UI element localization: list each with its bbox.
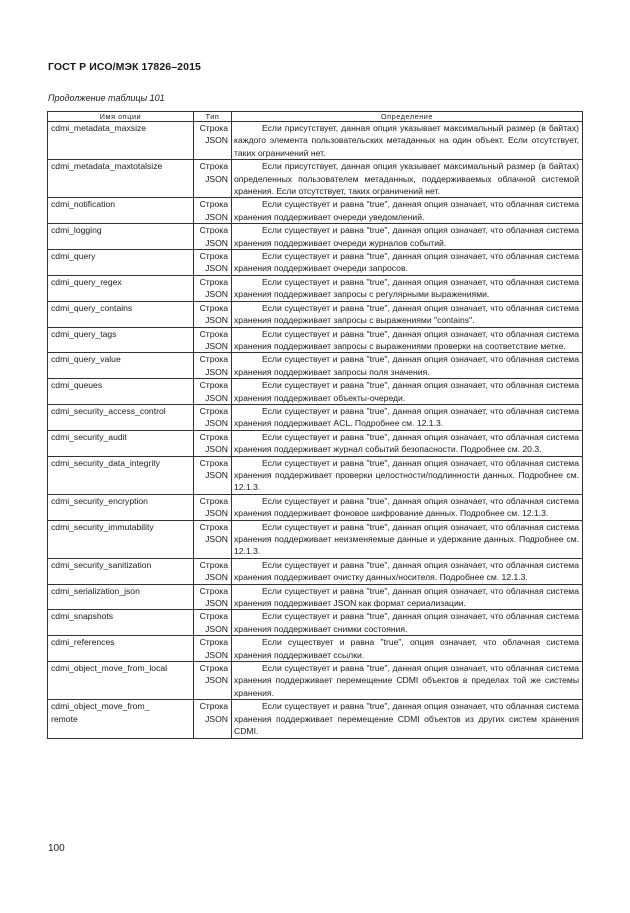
definition-cell: Если существует и равна "true", данная опция означает, что облачная система хранения поддерживает запросы с выражениями "contains". [232,301,583,327]
option-name-cell: cdmi_object_move_from_local [48,662,194,700]
type-value: JSON [205,469,228,480]
type-value: Строка [199,457,228,468]
type-cell [194,379,232,405]
type-value: Строка [199,637,228,648]
option-name-cell: cdmi_snapshots [48,610,194,636]
type-cell [194,353,232,379]
type-cell [194,198,232,224]
type-value: Строка [199,302,228,313]
definition-cell: Если существует и равна "true", данная опция означает, что облачная система хранения поддерживает ACL. Подробнее см. 12.1.3. [232,404,583,430]
definition-cell: Если существует и равна "true", данная опция означает, что облачная система хранения поддерживает перемещение CDMI объектов из других систем хранения CDMI. [232,700,583,738]
type-value: Строка [199,380,228,391]
type-value: JSON [205,534,228,544]
type-cell [194,224,232,250]
type-value: JSON [205,237,228,248]
type-cell [194,122,232,160]
definition-cell: Если существует и равна "true", данная опция означает, что облачная система хранения поддерживает очереди журналов событий. [232,224,583,250]
type-value: JSON [205,713,228,724]
type-cell [194,520,232,558]
standard-header: ГОСТ Р ИСО/МЭК 17826–2015 [48,61,201,73]
option-name-cell: cdmi_security_sanitization [48,558,194,584]
table-row [48,250,583,276]
type-value: Строка [199,585,228,596]
type-value: JSON [205,418,228,429]
definition-cell: Если существует и равна "true", данная опция означает, что облачная система хранения поддерживает очереди уведомлений. [232,198,583,224]
option-name-cell: cdmi_query_tags [48,327,194,353]
type-cell [194,275,232,301]
definition-cell: Если существует и равна "true", данная опция означает, что облачная система хранения поддерживает объекты-очереди. [232,379,583,405]
type-cell [194,636,232,662]
type-value: JSON [205,392,228,403]
option-name-cell: cdmi_notification [48,198,194,224]
type-value: Строка [199,123,228,133]
type-value: Строка [199,431,228,442]
table-row [48,353,583,379]
type-value: JSON [205,340,228,351]
type-value: JSON [205,135,228,146]
page-number: 100 [48,843,65,854]
table-row [48,636,583,662]
type-value: Строка [199,559,228,570]
option-name-cell: cdmi_query_value [48,353,194,379]
definition-cell: Если существует и равна "true", опция означает, что облачная система хранения поддерживает ссылки. [232,636,583,662]
table-row [48,662,583,700]
type-value: JSON [205,508,228,519]
option-name-cell: cdmi_security_audit [48,430,194,456]
column-header-option-name: Имя опции [48,112,194,122]
table-row [48,558,583,584]
option-name-cell: cdmi_queues [48,379,194,405]
definition-cell: Если существует и равна "true", данная опция означает, что облачная система хранения поддерживает журнал событий безопасности. Подробнее см. 20.3. [232,430,583,456]
type-value: Строка [199,495,228,506]
type-value: JSON [205,263,228,274]
type-value: JSON [205,675,228,686]
table-row [48,160,583,198]
table-header-row [48,112,583,122]
column-header-definition: Определение [232,112,583,122]
table-row [48,122,583,160]
table-row [48,224,583,250]
type-value: JSON [205,623,228,634]
option-name-cell: cdmi_security_access_control [48,404,194,430]
type-value: Строка [199,161,228,172]
table-row [48,404,583,430]
type-cell [194,160,232,198]
type-value: JSON [205,366,228,377]
type-value: Строка [199,611,228,622]
type-value: JSON [205,572,228,583]
type-cell [194,662,232,700]
type-cell [194,558,232,584]
type-cell [194,430,232,456]
type-cell [194,494,232,520]
option-name-cell: cdmi_object_move_from_ remote [48,700,194,738]
table-row [48,275,583,301]
definition-cell: Если существует и равна "true", данная опция означает, что облачная система хранения поддерживает проверки целостности/подлинности данных. Подробнее см. 12.1.3. [232,456,583,494]
option-name-cell: cdmi_metadata_maxsize [48,122,194,160]
type-value: JSON [205,598,228,609]
type-value: Строка [199,199,228,210]
type-cell [194,700,232,738]
type-cell [194,610,232,636]
type-value: Строка [199,405,228,416]
definition-cell: Если существует и равна "true", данная опция означает, что облачная система хранения поддерживает запросы с выражениями проверки на соответствие метке. [232,327,583,353]
definition-cell: Если существует и равна "true", данная опция означает, что облачная система хранения поддерживает запросы поля значения. [232,353,583,379]
type-cell [194,250,232,276]
table-row [48,379,583,405]
definition-cell: Если существует и равна "true", данная опция означает, что облачная система хранения поддерживает запросы с регулярными выражениями. [232,275,583,301]
type-value: JSON [205,444,228,455]
type-cell [194,456,232,494]
type-value: Строка [199,701,228,712]
definition-cell: Если существует и равна "true", данная опция означает, что облачная система хранения поддерживает очистку данных/носителя. Подробнее см. 12.1.3. [232,558,583,584]
table-row [48,430,583,456]
definition-cell: Если существует и равна "true", данная опция означает, что облачная система хранения поддерживает JSON как формат сериализации. [232,584,583,610]
option-name-cell: cdmi_security_encryption [48,494,194,520]
definition-cell: Если присутствует, данная опция указывает максимальный размер (в байтах) определенных пользователем метаданных, поддерживаемых облачной системой хранения. Если отсутствует, таких ограничений нет. [232,160,583,198]
table-caption: Продолжение таблицы 101 [48,93,165,103]
type-value: JSON [205,649,228,660]
table-row [48,520,583,558]
option-name-cell: cdmi_query_regex [48,275,194,301]
table-row [48,198,583,224]
column-header-type: Тип [194,112,232,122]
type-cell [194,327,232,353]
type-value: JSON [205,315,228,326]
option-name-cell: cdmi_references [48,636,194,662]
option-name-cell: cdmi_security_immutability [48,520,194,558]
type-value: JSON [205,173,228,184]
table-row [48,610,583,636]
definition-cell: Если существует и равна "true", данная опция означает, что облачная система хранения поддерживает фоновое шифрование данных. Подробнее см. 12.1.3. [232,494,583,520]
option-name-cell: cdmi_query_contains [48,301,194,327]
definition-cell: Если существует и равна "true", данная опция означает, что облачная система хранения поддерживает снимки состояния. [232,610,583,636]
definition-cell: Если существует и равна "true", данная опция означает, что облачная система хранения поддерживает перемещение CDMI объектов в пределах той же системы хранения. [232,662,583,700]
table-row [48,327,583,353]
option-name-cell: cdmi_logging [48,224,194,250]
definition-cell: Если существует и равна "true", данная опция означает, что облачная система хранения поддерживает неизменяемые данные и удержание данных. Подробнее см. 12.1.3. [232,520,583,558]
table-row [48,301,583,327]
type-value: Строка [199,251,228,262]
definition-cell: Если присутствует, данная опция указывает максимальный размер (в байтах) каждого элемента пользовательских метаданных на один объект. Если отсутствует, таких ограничений нет. [232,122,583,160]
table-row [48,700,583,738]
table-row [48,584,583,610]
option-name-cell: cdmi_metadata_maxtotalsize [48,160,194,198]
type-value: JSON [205,289,228,300]
option-name-cell: cdmi_query [48,250,194,276]
type-value: Строка [199,328,228,339]
table-body [48,122,583,739]
table-row [48,456,583,494]
type-cell [194,584,232,610]
type-value: Строка [199,276,228,287]
table-row [48,494,583,520]
option-name-cell: cdmi_security_data_integrity [48,456,194,494]
options-table [47,111,583,739]
type-cell [194,404,232,430]
type-cell [194,301,232,327]
definition-cell: Если существует и равна "true", данная опция означает, что облачная система хранения поддерживает очереди запросов. [232,250,583,276]
type-value: Строка [199,225,228,236]
type-value: JSON [205,211,228,222]
type-value: Строка [199,663,228,674]
option-name-cell: cdmi_serialization_json [48,584,194,610]
type-value: Строка [199,354,228,365]
type-value: Строка [199,521,228,532]
